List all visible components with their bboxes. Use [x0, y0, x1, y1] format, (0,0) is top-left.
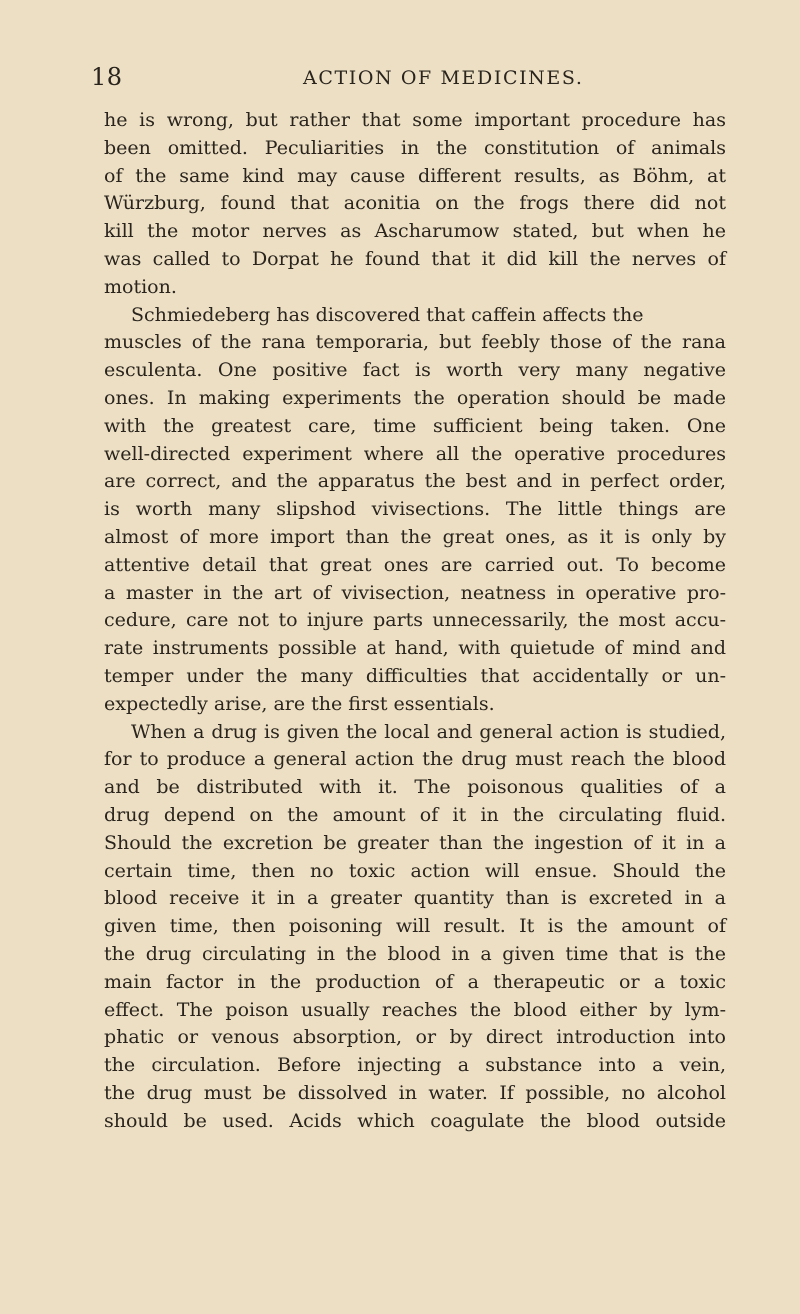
text-line: is worth many slipshod vivisections. The little things are — [104, 498, 726, 521]
text-line: blood receive it in a greater quantity than is excreted in a — [104, 887, 726, 910]
text-line: and be distributed with it. The poisonous qualities of a — [104, 776, 726, 799]
text-line: esculenta. One positive fact is worth very many negative — [104, 359, 726, 382]
text-line: phatic or venous absorption, or by direct introduction into — [104, 1026, 726, 1049]
text-line: the drug circulating in the blood in a given time that is the — [104, 942, 726, 965]
page-header — [91, 62, 731, 96]
running-title: ACTION OF MEDICINES. — [303, 67, 584, 89]
text-line: effect. The poison usually reaches the blood either by lym- — [104, 998, 726, 1021]
text-line: muscles of the rana temporaria, but feebly those of the rana — [104, 331, 726, 354]
text-line: almost of more import than the great ones, as it is only by — [104, 525, 726, 548]
text-line: been omitted. Peculiarities in the constitution of animals — [104, 136, 726, 159]
text-line: motion. — [104, 275, 177, 298]
text-line: certain time, then no toxic action will ensue. Should the — [104, 859, 726, 882]
text-line: ones. In making experiments the operation should be made — [104, 386, 726, 409]
text-line: expectedly arise, are the first essentials. — [104, 692, 495, 715]
text-line: Würzburg, found that aconitia on the frogs there did not — [104, 192, 726, 215]
text-line: drug depend on the amount of it in the circulating fluid. — [104, 803, 726, 826]
text-line: main factor in the production of a therapeutic or a toxic — [104, 970, 726, 993]
text-line: should be used. Acids which coagulate the blood outside — [104, 1109, 726, 1132]
text-line: he is wrong, but rather that some important procedure has — [104, 109, 726, 131]
text-line: the drug must be dissolved in water. If possible, no alcohol — [104, 1081, 726, 1104]
text-line: a master in the art of vivisection, neatness in operative pro- — [104, 581, 726, 604]
text-line: When a drug is given the local and general action is studied, — [131, 720, 726, 743]
text-line: given time, then poisoning will result. It is the amount of — [104, 915, 726, 938]
text-line: Should the excretion be greater than the ingestion of it in a — [104, 831, 726, 854]
text-line: cedure, care not to injure parts unnecessarily, the most accu- — [104, 609, 726, 632]
text-line: Schmiedeberg has discovered that caffein affects the — [131, 303, 644, 326]
text-line: the circulation. Before injecting a substance into a vein, — [104, 1054, 726, 1077]
page-number: 18 — [91, 63, 123, 91]
text-line: temper under the many difficulties that accidentally or un- — [104, 664, 726, 687]
text-line: was called to Dorpat he found that it did kill the nerves of — [104, 247, 726, 270]
text-line: kill the motor nerves as Ascharumow stated, but when he — [104, 220, 726, 243]
text-line: for to produce a general action the drug must reach the blood — [104, 748, 726, 771]
text-line: well-directed experiment where all the operative procedures — [104, 442, 726, 465]
text-line: rate instruments possible at hand, with quietude of mind and — [104, 637, 726, 660]
text-line: of the same kind may cause different results, as Böhm, at — [104, 164, 726, 187]
text-line: are correct, and the apparatus the best and in perfect order, — [104, 470, 726, 493]
text-line: with the greatest care, time sufficient being taken. One — [104, 414, 726, 437]
text-line: attentive detail that great ones are carried out. To become — [104, 553, 726, 576]
body-text — [104, 107, 726, 1135]
